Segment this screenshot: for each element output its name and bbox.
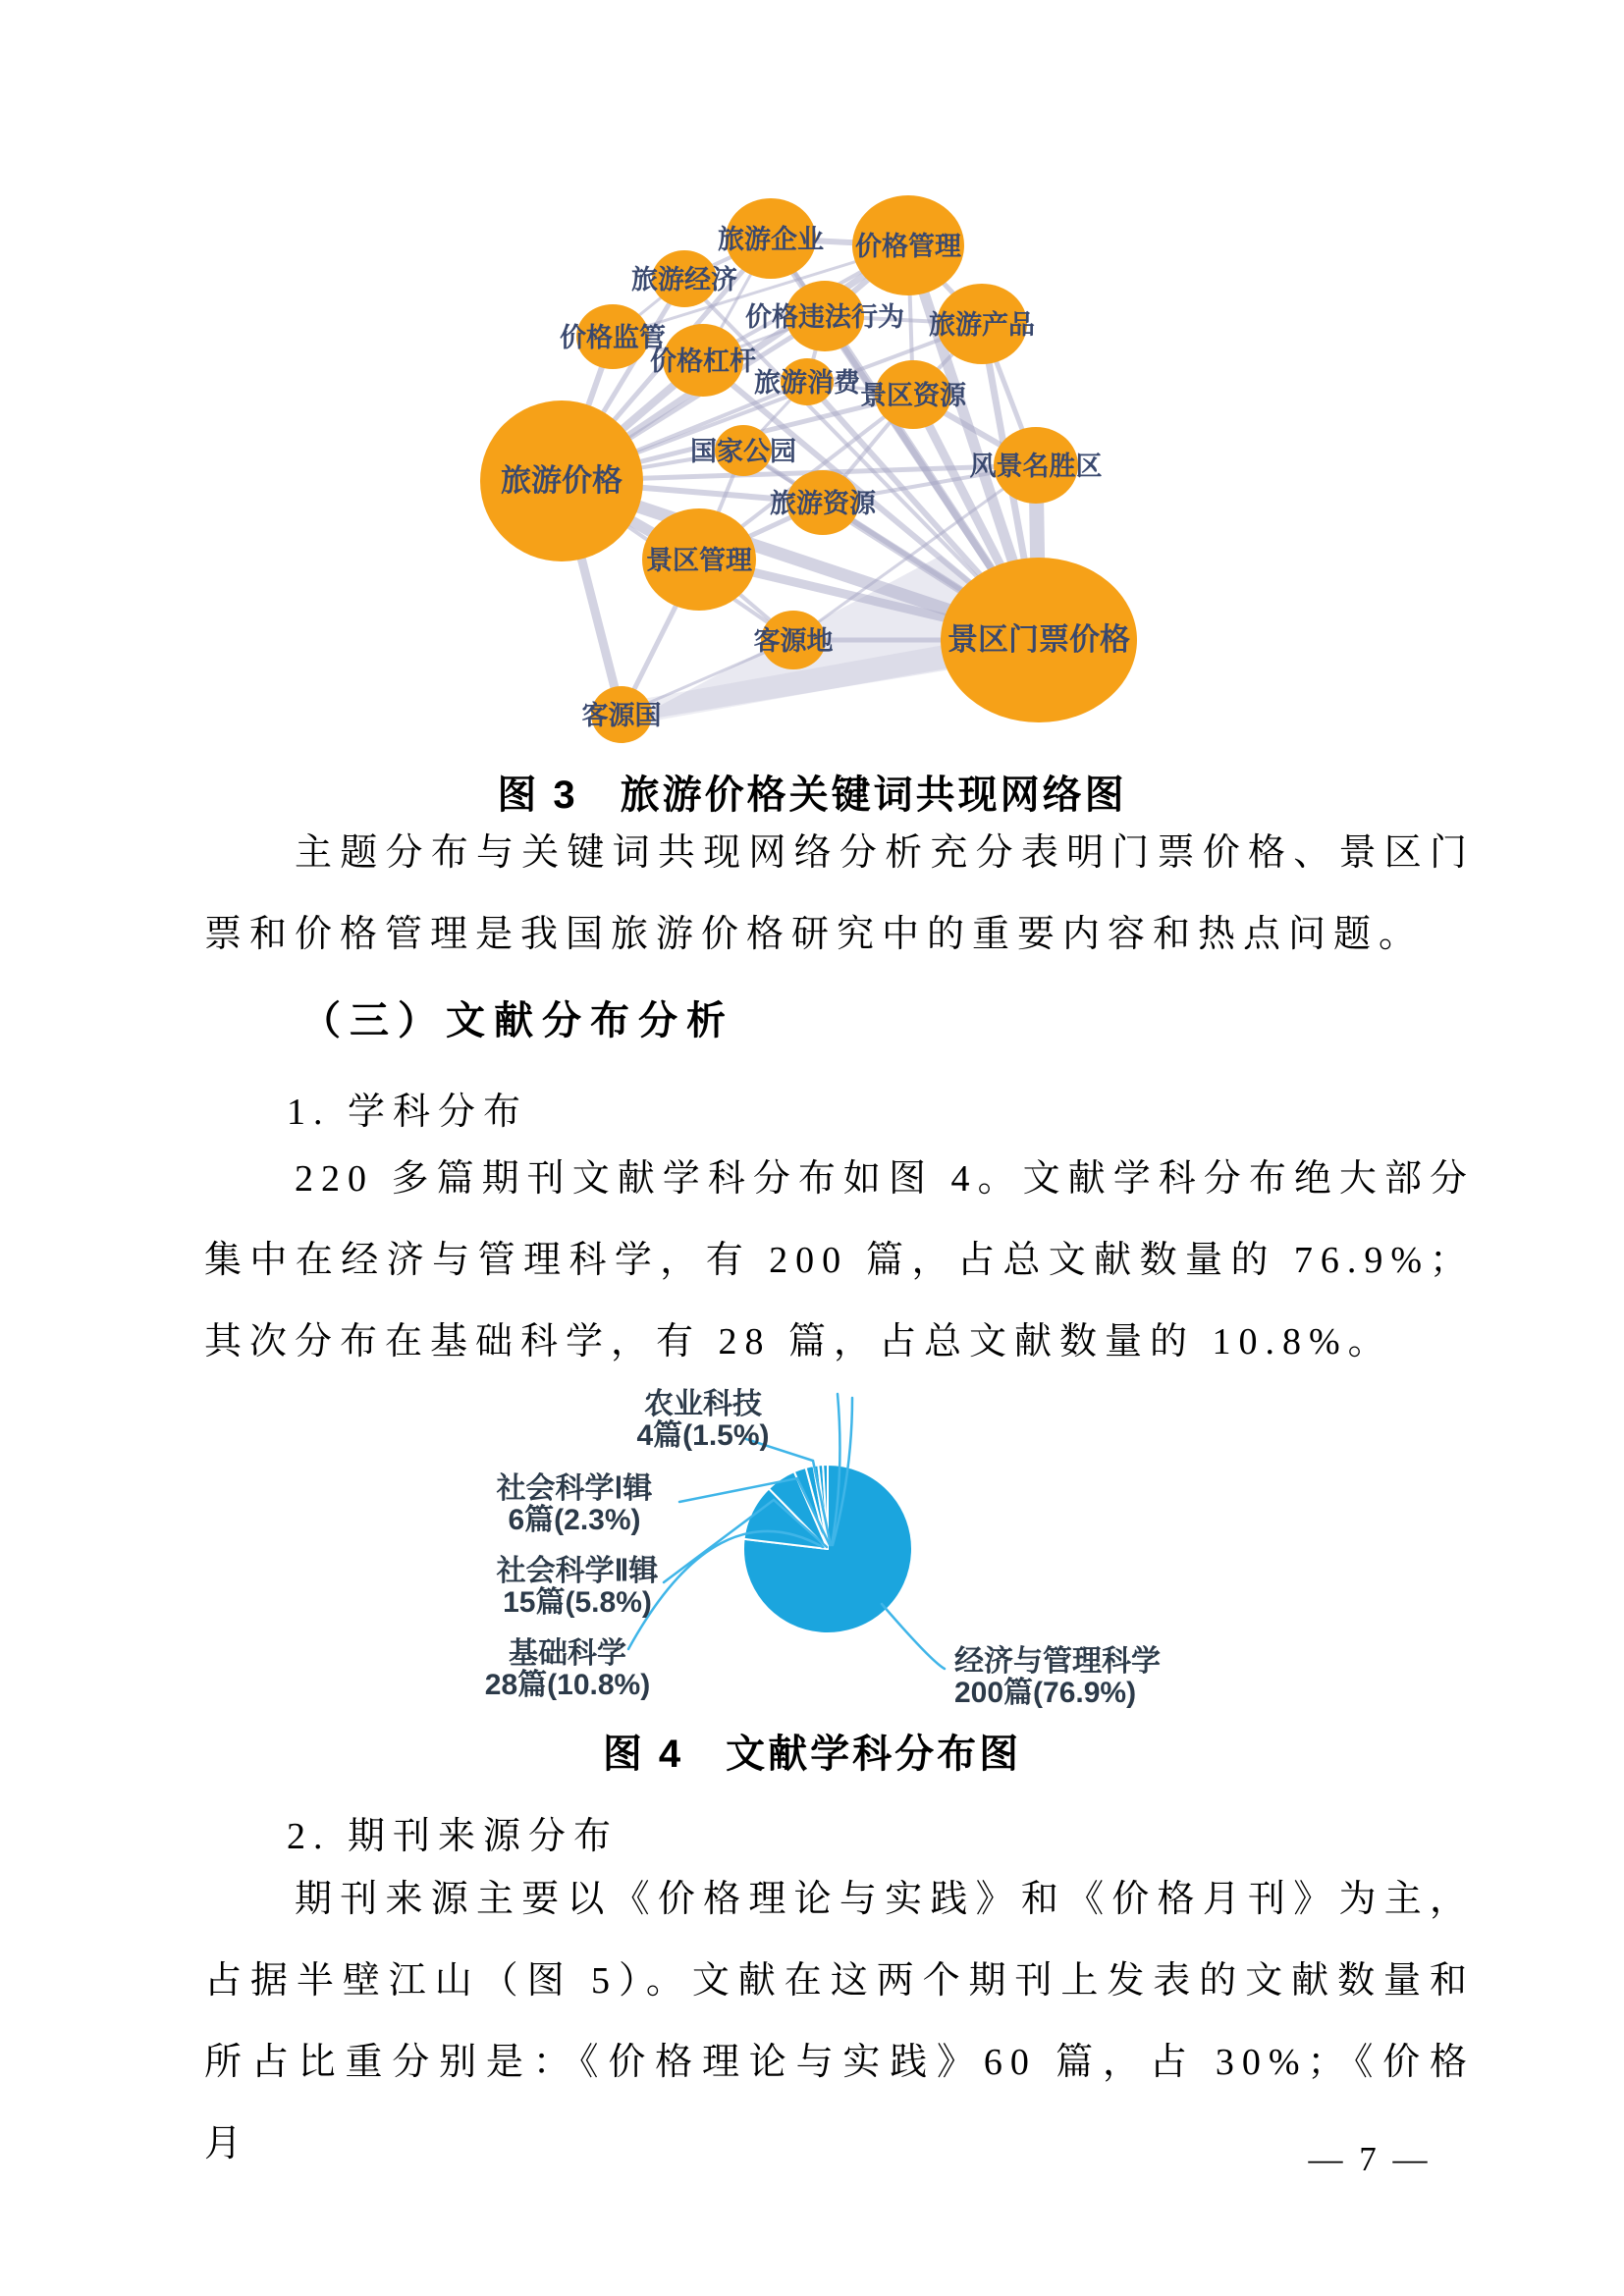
pie-label-value: 28篇(10.8%) — [484, 1669, 651, 1701]
network-node-label: 旅游资源 — [770, 489, 876, 518]
network-node-label: 景区管理 — [646, 546, 752, 575]
subheading-discipline-distribution: 1. 学科分布 — [287, 1092, 529, 1133]
pie-label-value: 15篇(5.8%) — [503, 1586, 652, 1619]
figure4-caption: 图 4 文献学科分布图 — [602, 1733, 1022, 1776]
network-node-label: 景区资源 — [860, 381, 966, 410]
section-heading-literature-distribution: （三）文献分布分析 — [301, 998, 734, 1042]
network-node-label: 客源地 — [753, 626, 834, 656]
network-node-label: 旅游价格 — [501, 463, 623, 498]
pie-label-name: 农业科技 — [644, 1388, 762, 1420]
paragraph-discipline-distribution: 220 多篇期刊文献学科分布如图 4。文献学科分布绝大部分集中在经济与管理科学，有 200 篇，占总文献数量的 76.9%；其次分布在基础科学，有 28 篇，占总文献数量的 10.8%。 — [204, 1158, 1475, 1362]
pie-label-value: 4篇(1.5%) — [636, 1419, 770, 1452]
paragraph-theme-summary: 主题分布与关键词共现网络分析充分表明门票价格、景区门票和价格管理是我国旅游价格研究中的重要内容和热点问题。 — [204, 832, 1475, 955]
figure4-pie-chart — [373, 1364, 1257, 1720]
figure3-caption: 图 3 旅游价格关键词共现网络图 — [497, 774, 1127, 817]
network-node-label: 国家公园 — [690, 437, 796, 466]
network-node-label: 价格杠杆 — [650, 347, 756, 376]
paragraph-journal-source: 期刊来源主要以《价格理论与实践》和《价格月刊》为主，占据半壁江山（图 5）。文献在这两个期刊上发表的文献数量和所占比重分别是：《价格理论与实践》60 篇，占 30%；《价格月 — [204, 1879, 1475, 2164]
pie-label-name: 社会科学Ⅱ辑 — [496, 1555, 659, 1587]
network-node-label: 旅游企业 — [718, 225, 824, 254]
subheading-journal-source: 2. 期刊来源分布 — [287, 1816, 620, 1857]
network-node-label: 旅游产品 — [929, 310, 1035, 340]
network-node-label: 价格违法行为 — [745, 302, 904, 332]
network-node-label: 景区门票价格 — [947, 622, 1130, 657]
pie-label-value: 6篇(2.3%) — [508, 1504, 641, 1536]
pie-label-name: 社会科学Ⅰ辑 — [496, 1472, 653, 1505]
network-node-label: 价格管理 — [855, 232, 961, 261]
pie-label-name: 基础科学 — [509, 1637, 626, 1670]
network-node-label: 旅游经济 — [631, 265, 737, 294]
pie-leader-line — [882, 1604, 945, 1669]
figure3-network-chart — [295, 147, 1227, 775]
pie-label-value: 200篇(76.9%) — [954, 1677, 1137, 1709]
pie-label-name: 经济与管理科学 — [954, 1645, 1161, 1678]
network-node-label: 风景名胜区 — [969, 452, 1103, 481]
network-node-label: 价格监管 — [560, 323, 666, 352]
page-number: — 7 — — [1308, 2140, 1432, 2178]
network-node-label: 旅游消费 — [754, 368, 860, 398]
network-node-label: 客源国 — [581, 701, 662, 730]
